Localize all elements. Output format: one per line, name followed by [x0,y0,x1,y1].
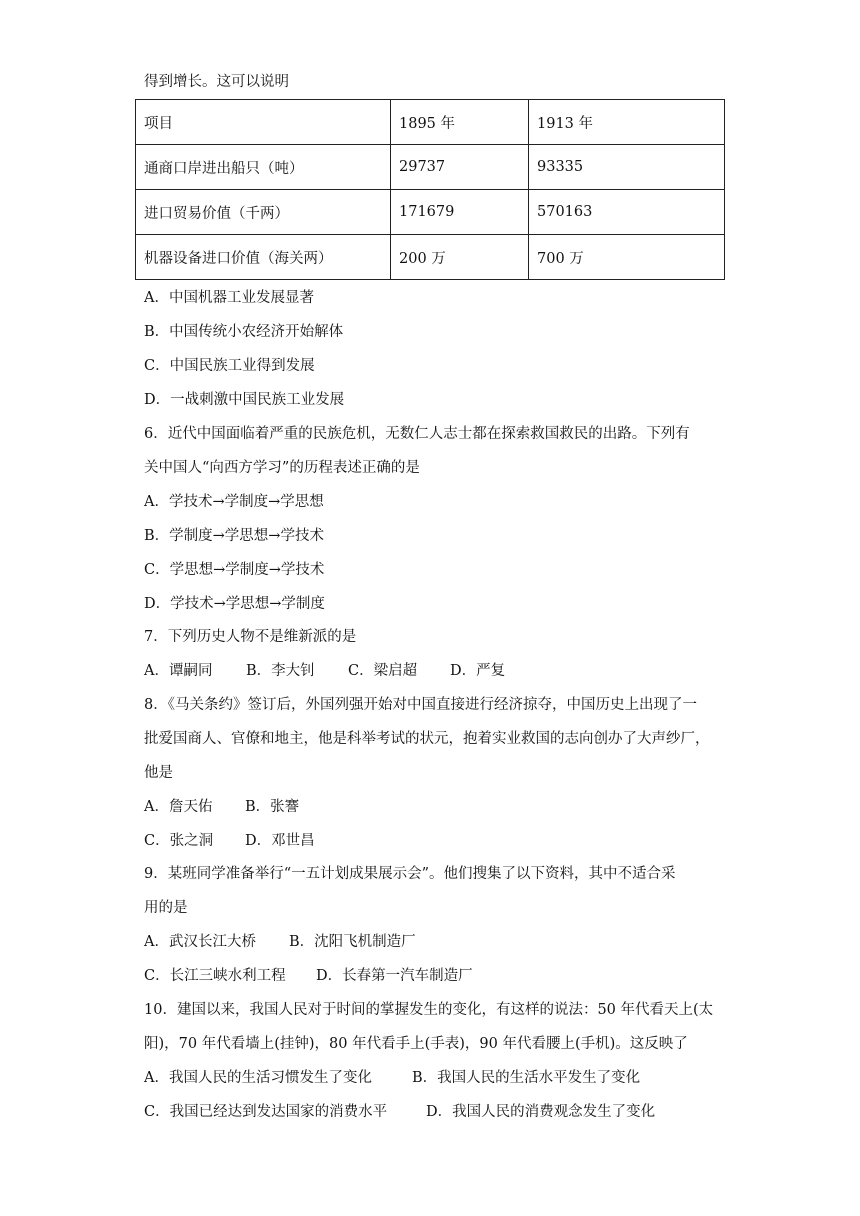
table-cell: 进口贸易价值（千两） [136,190,391,235]
q8-options-row [144,797,299,817]
q7-options-row [144,661,505,681]
q9-option-c: C．长江三峡水利工程 [144,968,286,984]
table-header-cell: 1895 年 [391,100,529,145]
table-cell: 171679 [391,190,529,235]
q9-stem-line: 用的是 [144,900,188,916]
q6-option-a: A．学技术→学制度→学思想 [144,494,324,510]
q10-options-row [144,1068,640,1088]
q10-options-row [144,1102,655,1122]
table-cell: 200 万 [391,235,529,280]
table-row [136,145,725,190]
q8-stem-line: 批爱国商人、官僚和地主，他是科举考试的状元，抱着实业救国的志向创办了大声纱厂， [144,731,710,747]
q5-option-d: D．一战刺激中国民族工业发展 [144,392,345,408]
table-header-cell: 项目 [136,100,391,145]
q8-option-a: A．詹天佑 [144,799,213,815]
q6-stem-line: 6．近代中国面临着严重的民族危机，无数仁人志士都在探索救国救民的出路。下列有 [144,426,690,442]
q7-stem: 7．下列历史人物不是维新派的是 [144,629,357,645]
q10-option-b: B．我国人民的生活水平发生了变化 [412,1070,641,1086]
table-header-cell: 1913 年 [529,100,725,145]
q7-option-d: D．严复 [450,663,506,679]
q6-option-c: C．学思想→学制度→学技术 [144,562,325,578]
q8-stem-line: 他是 [144,765,173,781]
q10-option-d: D．我国人民的消费观念发生了变化 [426,1104,656,1120]
table-cell: 700 万 [529,235,725,280]
q9-options-row [144,966,473,986]
q6-option-d: D．学技术→学思想→学制度 [144,596,325,612]
q9-stem-line: 9．某班同学准备举行“一五计划成果展示会”。他们搜集了以下资料，其中不适合采 [144,866,676,882]
q10-option-c: C．我国已经达到发达国家的消费水平 [144,1104,388,1120]
q8-option-b: B．张謇 [245,799,300,815]
table-cell: 570163 [529,190,725,235]
q9-option-b: B．沈阳飞机制造厂 [289,934,416,950]
intro-text: 得到增长。这可以说明 [144,74,289,90]
table-cell: 机器设备进口价值（海关两） [136,235,391,280]
q5-option-b: B．中国传统小农经济开始解体 [144,324,344,340]
table-header-row [136,100,725,145]
q9-option-d: D．长春第一汽车制造厂 [316,968,473,984]
q9-option-a: A．武汉长江大桥 [144,934,256,950]
q8-option-d: D．邓世昌 [245,833,315,849]
table-cell: 通商口岸进出船只（吨） [136,145,391,190]
q7-option-a: A．谭嗣同 [144,663,213,679]
q8-option-c: C．张之洞 [144,833,214,849]
table-row [136,190,725,235]
q10-stem-line: 10．建国以来，我国人民对于时间的掌握发生的变化，有这样的说法：50 年代看天上(太 [144,1002,714,1018]
q8-stem-line: 8．《马关条约》签订后，外国列强开始对中国直接进行经济掠夺，中国历史上出现了一 [144,697,697,713]
q5-option-c: C．中国民族工业得到发展 [144,358,315,374]
q9-options-row [144,932,416,952]
q7-option-c: C．梁启超 [348,663,418,679]
q5-option-a: A．中国机器工业发展显著 [144,290,314,306]
table-cell: 93335 [529,145,725,190]
q10-option-a: A．我国人民的生活习惯发生了变化 [144,1070,372,1086]
q10-stem-line: 阳)，70 年代看墙上(挂钟)，80 年代看手上(手表)，90 年代看腰上(手机)。这反映了 [144,1036,688,1052]
table-row [136,235,725,280]
q7-option-b: B．李大钊 [246,663,315,679]
table-cell: 29737 [391,145,529,190]
q6-option-b: B．学制度→学思想→学技术 [144,528,324,544]
q6-stem-line: 关中国人“向西方学习”的历程表述正确的是 [144,460,420,476]
q8-options-row [144,831,315,851]
data-table [135,99,725,280]
